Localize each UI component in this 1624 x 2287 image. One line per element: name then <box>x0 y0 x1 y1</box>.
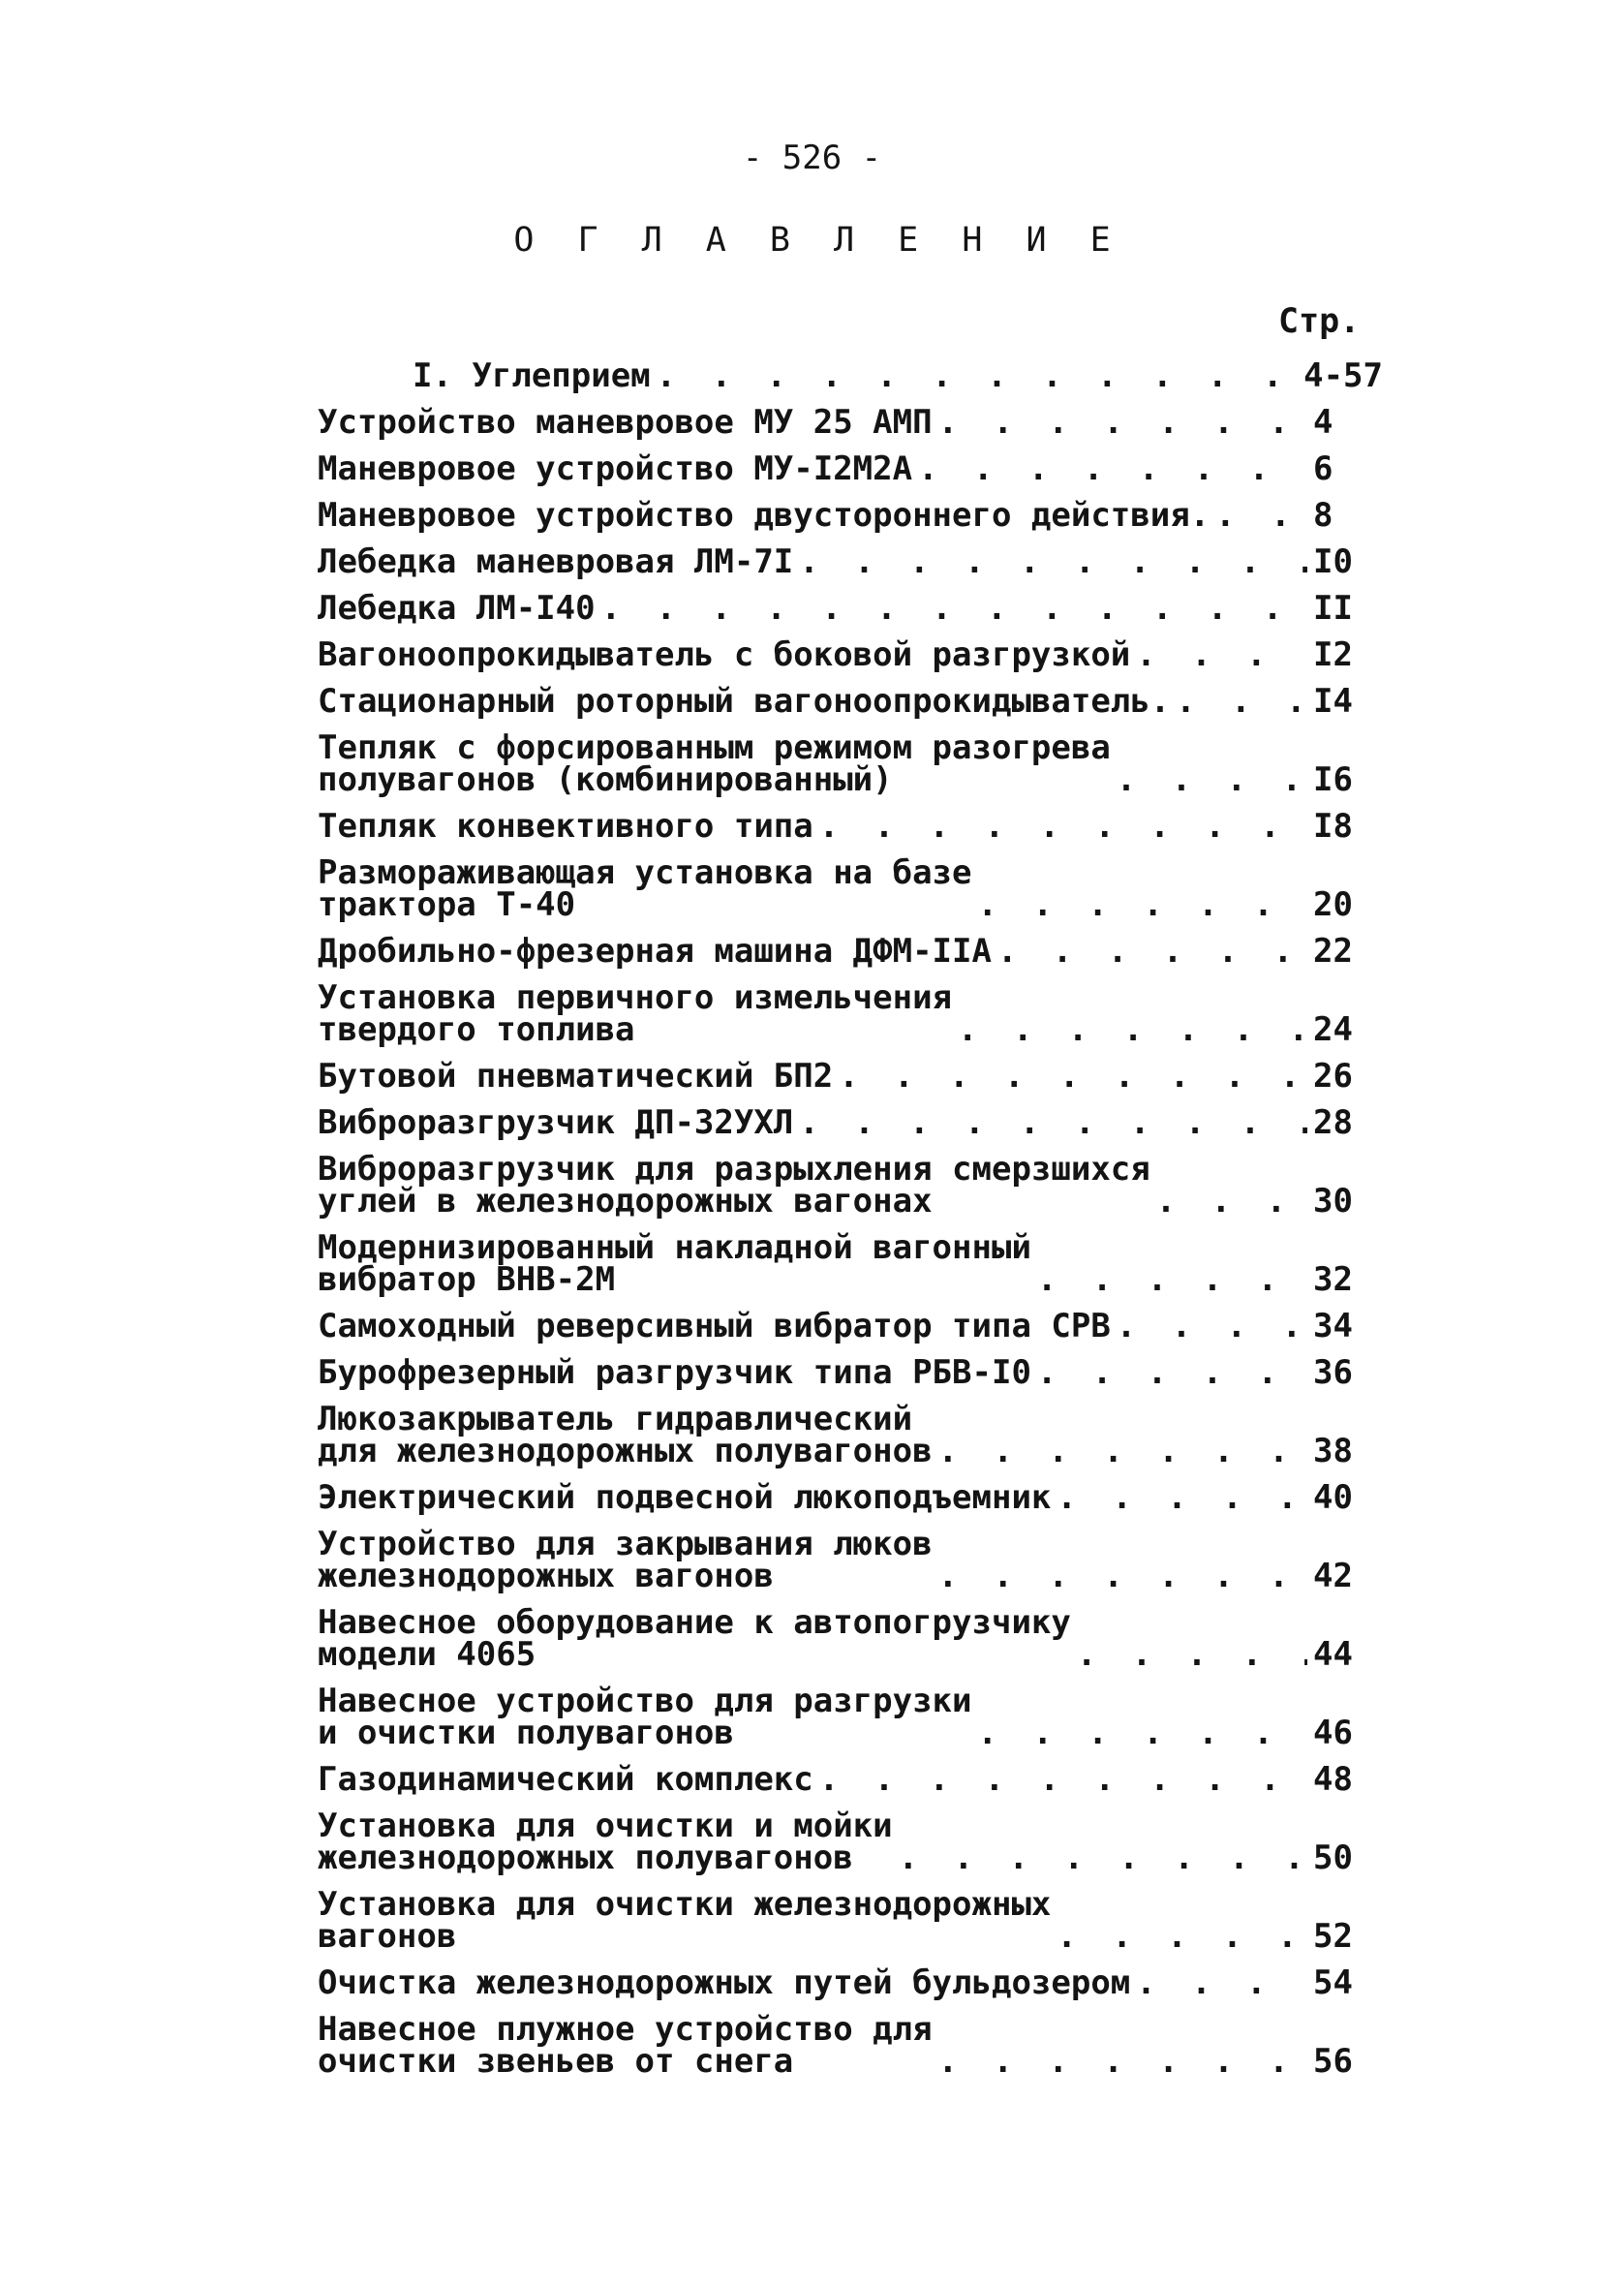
dot-leader <box>799 1107 1307 1139</box>
toc-entry-page: I8 <box>1313 807 1353 846</box>
dot-leader <box>1136 639 1307 671</box>
dot-leader <box>938 1561 1307 1592</box>
toc-entry-title: Установка для очистки железнодорожных вагонов <box>318 1885 1052 1956</box>
toc-entry-page: 48 <box>1313 1760 1353 1799</box>
dot-leader <box>799 546 1307 578</box>
toc-entry <box>318 978 1383 1049</box>
toc-entry-page: 56 <box>1313 2042 1353 2081</box>
dot-leader <box>601 593 1307 625</box>
dot-leader <box>1117 1311 1307 1343</box>
toc-entry-title: Установка первичного измельчения твердого топлива <box>318 978 953 1049</box>
toc-entry <box>318 542 1383 581</box>
toc-entry-title: Дробильно-фрезерная машина ДФМ-IIA <box>318 932 992 971</box>
toc-entry <box>318 1963 1383 2002</box>
page-title: О Г Л А В Л Е Н И Е <box>513 221 1122 260</box>
dot-leader <box>1215 500 1307 532</box>
toc-entry <box>318 1307 1383 1345</box>
dot-leader <box>1037 1357 1307 1389</box>
toc-entry-page: 42 <box>1313 1557 1353 1595</box>
dot-leader <box>1057 1482 1307 1514</box>
toc-entry-page: 40 <box>1313 1478 1353 1517</box>
toc-entry-page: 38 <box>1313 1432 1353 1470</box>
toc-entry-title: Электрический подвесной люкоподъемник <box>318 1478 1052 1517</box>
toc-entry-page: I2 <box>1313 635 1353 674</box>
toc-entry-title: Самоходный реверсивный вибратор типа СРВ <box>318 1307 1111 1345</box>
dot-leader <box>918 453 1307 485</box>
toc-entry-page: 28 <box>1313 1103 1353 1142</box>
dot-leader <box>1117 764 1307 796</box>
toc-entry-title: Навесное оборудование к автопогрузчику модели 4065 <box>318 1603 1071 1674</box>
toc-entry <box>318 853 1383 924</box>
toc-entry-page: 44 <box>1313 1635 1353 1674</box>
toc-entry-title: Маневровое устройство МУ-I2M2A <box>318 449 913 488</box>
toc-entry-title: Установка для очистки и мойки железнодорожных полувагонов <box>318 1807 893 1877</box>
toc-entry-page: 46 <box>1313 1714 1353 1752</box>
toc-entry <box>318 2010 1383 2081</box>
toc-entry-page: 52 <box>1313 1917 1353 1956</box>
toc-entry-title: Тепляк с форсированным режимом разогрева полувагонов (комбинированный) <box>318 728 1111 799</box>
toc-entry-page: I6 <box>1313 760 1353 799</box>
page-column-header: Стр. <box>1278 302 1361 341</box>
toc-entry-page: 30 <box>1313 1182 1353 1221</box>
toc-entry-title: Лебедка ЛМ-I40 <box>318 589 596 628</box>
dot-leader <box>938 2046 1307 2078</box>
toc-entry-page: 4 <box>1313 403 1333 442</box>
dot-leader <box>958 1014 1307 1046</box>
toc-entry-page: 6 <box>1313 449 1333 488</box>
toc-entry <box>318 1400 1383 1470</box>
toc-entry <box>318 1885 1383 1956</box>
dot-leader <box>997 936 1307 968</box>
toc-entry <box>318 1057 1383 1096</box>
toc-entry-title: Вагоноопрокидыватель с боковой разгрузкой <box>318 635 1131 674</box>
dot-leader <box>1037 1264 1307 1296</box>
toc-entry-title: Размораживающая установка на базе трактора Т-40 <box>318 853 972 924</box>
dot-leader <box>938 1436 1307 1468</box>
toc-entry-title: Тепляк конвективного типа <box>318 807 813 846</box>
dot-leader <box>1136 1967 1307 1999</box>
toc-entry <box>318 728 1383 799</box>
dot-leader <box>1176 686 1307 718</box>
table-of-contents <box>318 356 1383 2092</box>
toc-entry-title: Стационарный роторный вагоноопрокидыватель. <box>318 682 1171 721</box>
toc-entry <box>318 356 1383 395</box>
toc-entry-title: Виброразгрузчик ДП-32УХЛ <box>318 1103 794 1142</box>
toc-entry <box>318 1807 1383 1877</box>
toc-entry-title: Устройство маневровое МУ 25 АМП <box>318 403 933 442</box>
dot-leader <box>1057 1921 1307 1953</box>
page-number: - 526 - <box>742 139 882 177</box>
toc-entry <box>318 1103 1383 1142</box>
dot-leader <box>1077 1639 1307 1671</box>
toc-entry <box>318 682 1383 721</box>
toc-entry <box>318 1228 1383 1299</box>
toc-entry-page: 20 <box>1313 885 1353 924</box>
toc-entry-page: 50 <box>1313 1839 1353 1877</box>
toc-entry-page: 4-57 <box>1303 356 1383 395</box>
toc-entry-page: 34 <box>1313 1307 1353 1345</box>
toc-entry-title: Навесное плужное устройство для очистки звеньев от снега <box>318 2010 933 2081</box>
dot-leader <box>1156 1186 1307 1218</box>
toc-entry <box>318 932 1383 971</box>
toc-entry <box>318 403 1383 442</box>
toc-entry-page: 8 <box>1313 496 1333 535</box>
dot-leader <box>819 811 1307 843</box>
toc-entry-page: 22 <box>1313 932 1353 971</box>
toc-entry-page: II <box>1313 589 1353 628</box>
toc-entry-title: Газодинамический комплекс <box>318 1760 813 1799</box>
toc-entry-title: I. Углеприем <box>413 356 651 395</box>
toc-entry-title: Бутовой пневматический БП2 <box>318 1057 834 1096</box>
toc-entry-title: Маневровое устройство двустороннего действия. <box>318 496 1210 535</box>
dot-leader <box>839 1061 1307 1093</box>
toc-entry-title: Виброразгрузчик для разрыхления смерзшихся углей в железнодорожных вагонах <box>318 1150 1150 1221</box>
toc-entry-title: Очистка железнодорожных путей бульдозером <box>318 1963 1131 2002</box>
toc-entry <box>318 1525 1383 1595</box>
toc-entry-title: Люкозакрыватель гидравлический для железнодорожных полувагонов <box>318 1400 933 1470</box>
toc-entry <box>318 1478 1383 1517</box>
toc-entry-title: Навесное устройство для разгрузки и очистки полувагонов <box>318 1682 972 1752</box>
toc-entry <box>318 589 1383 628</box>
dot-leader <box>978 1717 1307 1749</box>
toc-entry <box>318 1603 1383 1674</box>
dot-leader <box>899 1842 1307 1874</box>
toc-entry-page: 54 <box>1313 1963 1353 2002</box>
toc-entry <box>318 449 1383 488</box>
dot-leader <box>819 1764 1307 1796</box>
toc-entry-title: Бурофрезерный разгрузчик типа РБВ-I0 <box>318 1353 1031 1392</box>
toc-entry <box>318 1150 1383 1221</box>
toc-entry <box>318 807 1383 846</box>
toc-entry <box>318 1682 1383 1752</box>
toc-entry-page: 24 <box>1313 1010 1353 1049</box>
toc-entry <box>318 1353 1383 1392</box>
toc-entry <box>318 635 1383 674</box>
toc-entry <box>318 1760 1383 1799</box>
toc-entry-page: I0 <box>1313 542 1353 581</box>
toc-entry-page: 32 <box>1313 1260 1353 1299</box>
toc-entry-title: Лебедка маневровая ЛМ-7I <box>318 542 794 581</box>
toc-entry-page: 26 <box>1313 1057 1353 1096</box>
toc-entry-title: Устройство для закрывания люков железнодорожных вагонов <box>318 1525 933 1595</box>
dot-leader <box>978 889 1307 921</box>
dot-leader <box>938 407 1307 439</box>
dot-leader <box>657 360 1298 392</box>
toc-entry-page: I4 <box>1313 682 1353 721</box>
toc-entry-title: Модернизированный накладной вагонный вибратор ВНВ-2М <box>318 1228 1031 1299</box>
toc-entry-page: 36 <box>1313 1353 1353 1392</box>
toc-entry <box>318 496 1383 535</box>
